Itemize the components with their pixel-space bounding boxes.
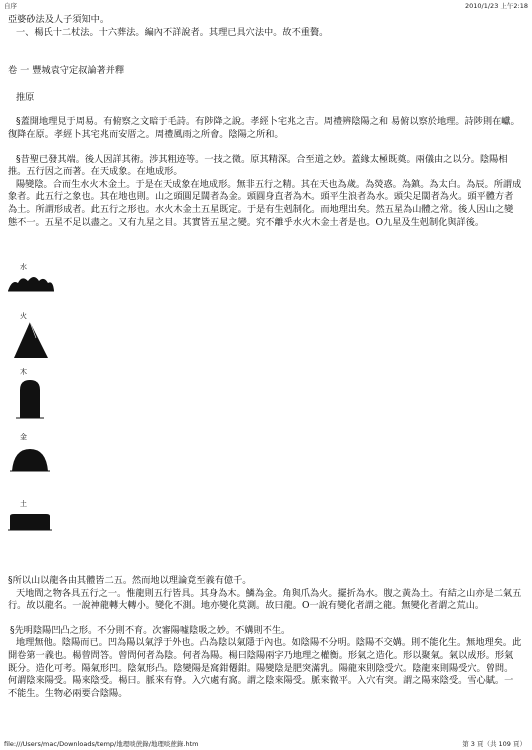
shape-label-wood: 木 — [20, 368, 27, 376]
document-body-lower — [8, 575, 522, 700]
paragraph-origin: §蓋開地理見于周易。有俯察之文暗于毛詩。有陟降之說。孝經卜宅兆之吉。周禮辨陰陽之和 易俯以察於地理。詩陟則在巘。復降在原。孝經卜其宅兆而安厝之。周禮風雨之所會。陰陽之所和。 — [8, 116, 520, 140]
intro-line-1: 亞婆砂法及人子須知中。 — [8, 14, 110, 25]
intro-line-2: 一、楊氏十二杖法。十六葬法。編內不詳說者。其理已具穴法中。故不重贅。 — [16, 26, 329, 38]
document-body — [8, 14, 522, 229]
paragraph-yinyang: 地理無他。陰陽而已。凹為陽以氣浮于外也。凸為陰以氣隱于內也。如陰陽不分明。陰陽不交媾。則不能化生。無地理矣。此開卷第一義也。楊曾問答。曾問何者為陰。何者為陽。楊曰陰陽兩字乃地理之權衡。形氣之造化。形以聚氣。氣以成形。形氣既分。造化可考。陽氣形凹。陰氣形凸。陰變陽是窩鉗僊鉗。陽變陰是肥突滿乳。陽龍來則陰受穴。陰龍來則陽受穴。曾問。何謂陰來陽受。陽來陰受。楊曰。脈來有脊。入穴處有窩。謂之陰來陽受。脈來微平。入穴有突。謂之陽來陰受。雪心賦。一不能生。生物必兩要合陰陽。 — [8, 637, 522, 699]
shape-label-water: 水 — [20, 263, 27, 271]
chapter-title: 卷 一 豐城袁守定叔論著并釋 — [8, 65, 125, 77]
shape-fire — [6, 312, 66, 364]
paragraph-dragon-heading: §所以山以龍各由其體皆二五。然而地以理論竟至義有億千。 — [8, 575, 252, 586]
header-timestamp: 2010/1/23 上午2:18 — [465, 2, 528, 10]
shape-label-metal: 金 — [20, 433, 27, 441]
paragraph-dragon: 天地間之物各具五行之一。惟龍則五行皆具。其身為木。鱗為金。角與爪為火。擺折為水。腹之黃為土。有結之山亦是二氣五行。故以龍名。一說神龍轉大轉小。變化不測。地亦變化莫測。故曰龍。O一說有變化者謂之龍。無變化者謂之荒山。 — [8, 587, 522, 612]
fire-mountain-icon — [6, 320, 56, 360]
shape-wood — [6, 368, 66, 424]
page-header — [0, 0, 532, 12]
shape-label-fire: 火 — [20, 312, 27, 320]
metal-mountain-icon — [6, 441, 56, 473]
earth-mountain-icon — [6, 508, 56, 532]
shape-metal — [6, 433, 66, 477]
paragraph-sages: §昔聖已發其端。後人因詳其術。涉其粗迹等。一技之微。原其精深。合至道之妙。蓋緣太極既奠。兩儀由之以分。陰陽相推。五行因之而著。在天成象。在地成形。 — [8, 153, 508, 178]
footer-file-path: file:///Users/mac/Downloads/temp/地理啖蔗錄/地理啖蔗錄.htm — [4, 740, 199, 748]
paragraph-five-elements: 陽變陰。合而生水火木金土。于是在天成象在地成形。無非五行之精。其在天也為歲。為熒惑。為鎮。為太白。為辰。所謂成象者。此五行之象也。其在地也則。山之頭圓足闊者為金。頭圓身直者為木。頭平生浪者為水。頭尖足闊者為火。頭平體方者為土。所謂形成者。此五行之形也。水火木金土五星既定。于是有生剋制化。而地理出矣。然五星為山體之常。後人因山之變態不一。五星不足以盡之。又有九星之目。其實皆五星之變。究不離乎水火木金土者是也。O九星及生剋制化與詳後。 — [8, 178, 522, 228]
shape-earth — [6, 500, 66, 536]
shape-label-earth: 土 — [20, 500, 27, 508]
paragraph-yinyang-heading: §先明陰陽凹凸之形。不分則不育。次審陽噓陰吸之妙。不媾則不生。 — [10, 624, 291, 636]
section-title: 推原 — [16, 91, 35, 103]
shape-water — [6, 263, 66, 297]
footer-page-number: 第 3 頁（共 109 頁） — [462, 740, 526, 748]
water-mountain-icon — [6, 271, 56, 293]
wood-mountain-icon — [6, 376, 56, 420]
header-title: 自序 — [4, 2, 17, 10]
page-footer — [0, 738, 532, 750]
